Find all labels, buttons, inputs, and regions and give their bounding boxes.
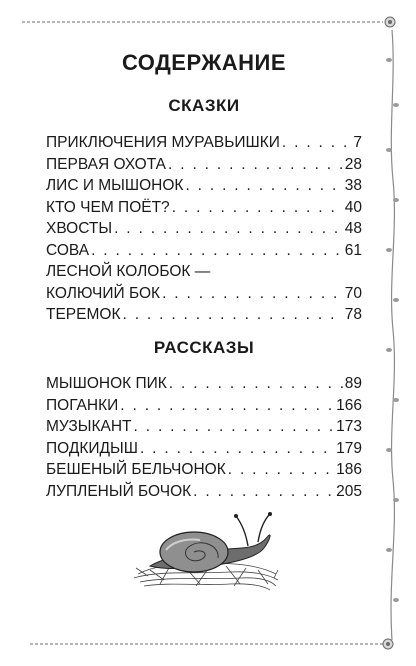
dot-leader — [114, 218, 343, 240]
toc-entry-page: 48 — [344, 220, 362, 237]
toc-entry[interactable] — [46, 481, 362, 503]
toc-entry[interactable] — [46, 283, 362, 305]
toc-entry-page: 78 — [344, 306, 362, 323]
toc-entry-page: 7 — [353, 134, 362, 151]
dot-leader — [168, 154, 343, 176]
toc-entry[interactable] — [46, 438, 362, 460]
corner-flower-icon — [385, 17, 395, 27]
dot-leader — [169, 373, 343, 395]
toc-entry-title: БЕШЕНЫЙ БЕЛЬЧОНОК — [46, 461, 226, 478]
dot-leader — [185, 175, 342, 197]
toc-entry[interactable] — [46, 154, 362, 176]
dot-leader — [120, 395, 334, 417]
page-title: СОДЕРЖАНИЕ — [121, 50, 287, 75]
dot-leader — [91, 240, 343, 262]
toc-entry-title: СОВА — [46, 241, 90, 259]
toc-entry-title: КОЛЮЧИЙ БОК — [46, 284, 161, 302]
toc-entry-title: МЫШОНОК ПИК — [46, 375, 167, 392]
toc-entry[interactable] — [46, 218, 362, 240]
toc-entry-first-line[interactable] — [46, 261, 362, 283]
toc-entry-title: ЛИС И МЫШОНОК — [46, 177, 184, 194]
toc-entry[interactable] — [46, 240, 362, 262]
toc-entry-page: 173 — [336, 418, 362, 435]
toc-entry-title-line1: ЛЕСНОЙ КОЛОБОК — — [46, 263, 211, 280]
toc-entry[interactable] — [46, 304, 362, 326]
toc-entry-page: 89 — [344, 375, 362, 392]
toc-entry-title: ПЕРВАЯ ОХОТА — [46, 155, 167, 173]
dot-leader — [122, 304, 342, 326]
dot-leader — [172, 197, 343, 219]
snail-illustration — [130, 504, 280, 596]
dot-leader — [282, 132, 351, 154]
dot-leader — [228, 459, 334, 481]
toc-entry-title: КТО ЧЕМ ПОЁТ? — [46, 198, 170, 216]
toc-list-stories — [46, 373, 362, 502]
toc-entry-title: МУЗЫКАНТ — [46, 418, 132, 435]
toc-entry[interactable] — [46, 132, 362, 154]
section-title-fairy-tales: СКАЗКИ — [168, 96, 240, 115]
toc-entry-title: ТЕРЕМОК — [46, 306, 121, 323]
section-title-stories: РАССКАЗЫ — [153, 338, 255, 357]
toc-entry-page: 40 — [344, 198, 362, 216]
toc-entry-title: ПРИКЛЮЧЕНИЯ МУРАВЬИШКИ — [46, 134, 280, 151]
dot-leader — [193, 481, 334, 503]
toc-entry-title: ЛУПЛЕНЫЙ БОЧОК — [46, 482, 192, 500]
toc-entry-page: 38 — [344, 177, 362, 194]
toc-entry-page: 28 — [344, 155, 362, 173]
toc-entry-page: 205 — [336, 482, 362, 500]
toc-entry-page: 166 — [336, 396, 362, 414]
toc-entry[interactable] — [46, 175, 362, 197]
toc-entry-page: 70 — [344, 284, 362, 302]
dot-leader — [134, 416, 335, 438]
corner-flower-icon — [383, 639, 393, 649]
toc-entry[interactable] — [46, 416, 362, 438]
toc-entry-title: ПОДКИДЫШ — [46, 439, 138, 457]
toc-entry[interactable] — [46, 395, 362, 417]
toc-entry-title: ПОГАНКИ — [46, 396, 119, 414]
toc-entry[interactable] — [46, 373, 362, 395]
dot-leader — [162, 283, 343, 305]
toc-entry-page: 186 — [336, 461, 362, 478]
dot-leader — [140, 438, 334, 460]
toc-list-fairy-tales — [46, 132, 362, 326]
toc-entry-page: 179 — [336, 439, 362, 457]
toc-entry-title: ХВОСТЫ — [46, 220, 113, 237]
toc-entry-page: 61 — [344, 241, 362, 259]
toc-entry[interactable] — [46, 459, 362, 481]
toc-entry[interactable] — [46, 197, 362, 219]
